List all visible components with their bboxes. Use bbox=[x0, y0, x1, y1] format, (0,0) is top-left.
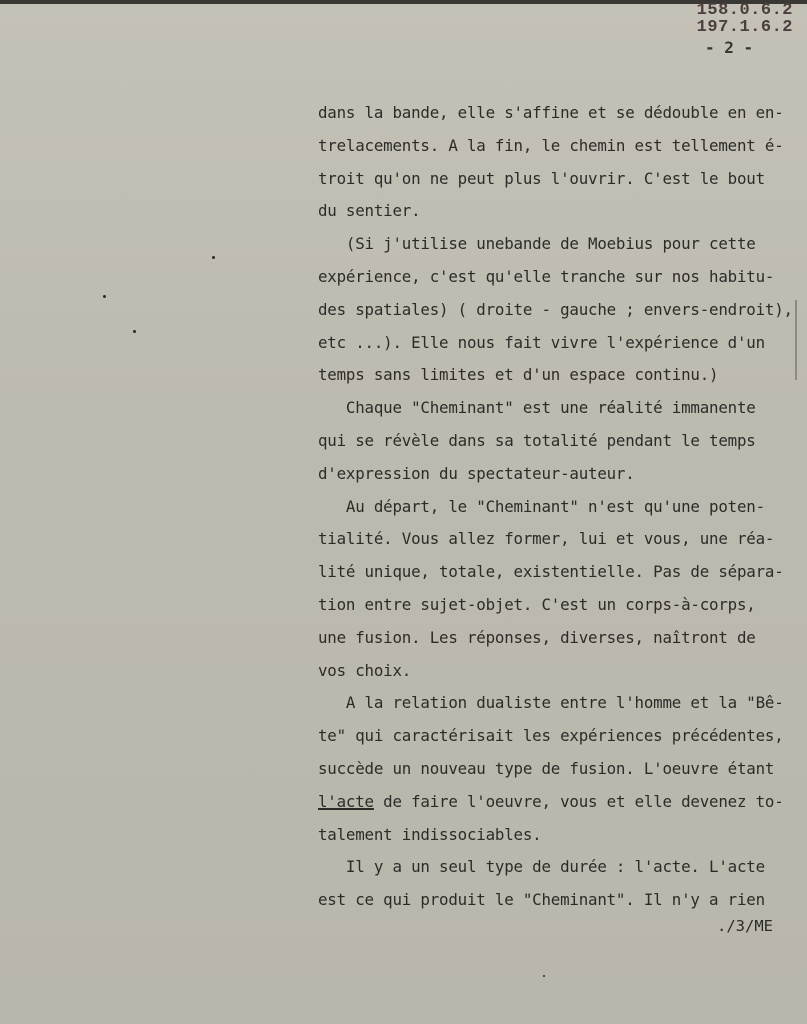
text-line: te" qui caractérisait les expériences précédentes, bbox=[318, 726, 784, 746]
text-line: succède un nouveau type de fusion. L'oeuvre étant bbox=[318, 758, 775, 778]
text-line: tion entre sujet-objet. C'est un corps-à-corps, bbox=[318, 594, 756, 614]
text-line: du sentier. bbox=[318, 201, 421, 221]
text-line: dans la bande, elle s'affine et se dédouble en en- bbox=[318, 103, 784, 122]
text-line: Chaque "Cheminant" est une réalité immanente bbox=[318, 398, 756, 418]
margin-mark bbox=[795, 300, 797, 380]
text-line: temps sans limites et d'un espace continu.) bbox=[318, 365, 719, 385]
paper-speck bbox=[133, 330, 136, 333]
page-number: - 2 - bbox=[705, 38, 754, 57]
page-top-edge bbox=[0, 0, 807, 4]
text-fragment: de faire l'oeuvre, vous et elle devenez to- bbox=[373, 791, 784, 811]
text-line: des spatiales) ( droite - gauche ; envers-endroit), bbox=[318, 299, 793, 319]
text-line: troit qu'on ne peut plus l'ouvrir. C'est le bout bbox=[318, 168, 765, 188]
archive-reference-1: 158.0.6.2 bbox=[696, 1, 793, 20]
text-line: qui se révèle dans sa totalité pendant le temps bbox=[318, 430, 756, 450]
text-line: trelacements. A la fin, le chemin est tellement é- bbox=[318, 135, 784, 155]
text-line: Au départ, le "Cheminant" n'est qu'une poten- bbox=[318, 496, 765, 516]
paper-speck bbox=[543, 975, 545, 977]
text-line: (Si j'utilise unebande de Moebius pour cette bbox=[318, 234, 756, 254]
text-line: lité unique, totale, existentielle. Pas de sépara- bbox=[318, 562, 784, 582]
text-line-underlined bbox=[318, 792, 802, 825]
paper-speck bbox=[103, 295, 106, 298]
text-line: etc ...). Elle nous fait vivre l'expérience d'un bbox=[318, 332, 765, 352]
text-line: vos choix. bbox=[318, 660, 412, 680]
text-line: expérience, c'est qu'elle tranche sur nos habitu- bbox=[318, 266, 775, 286]
text-line: une fusion. Les réponses, diverses, naîtront de bbox=[318, 627, 756, 647]
text-line: est ce qui produit le "Cheminant". Il n'y a rien bbox=[318, 890, 765, 910]
text-line: A la relation dualiste entre l'homme et la "Bê- bbox=[318, 693, 784, 713]
continuation-reference: ./3/ME bbox=[717, 917, 773, 935]
text-line: talement indissociables. bbox=[318, 824, 542, 844]
archive-reference-2: 197.1.6.2 bbox=[696, 18, 793, 37]
text-line: d'expression du spectateur-auteur. bbox=[318, 463, 635, 483]
paper-speck bbox=[212, 256, 215, 259]
underlined-word: l'acte bbox=[318, 791, 374, 811]
text-line: tialité. Vous allez former, lui et vous, une réa- bbox=[318, 529, 775, 549]
typewritten-body bbox=[318, 103, 802, 923]
text-line: Il y a un seul type de durée : l'acte. L'acte bbox=[318, 857, 765, 877]
